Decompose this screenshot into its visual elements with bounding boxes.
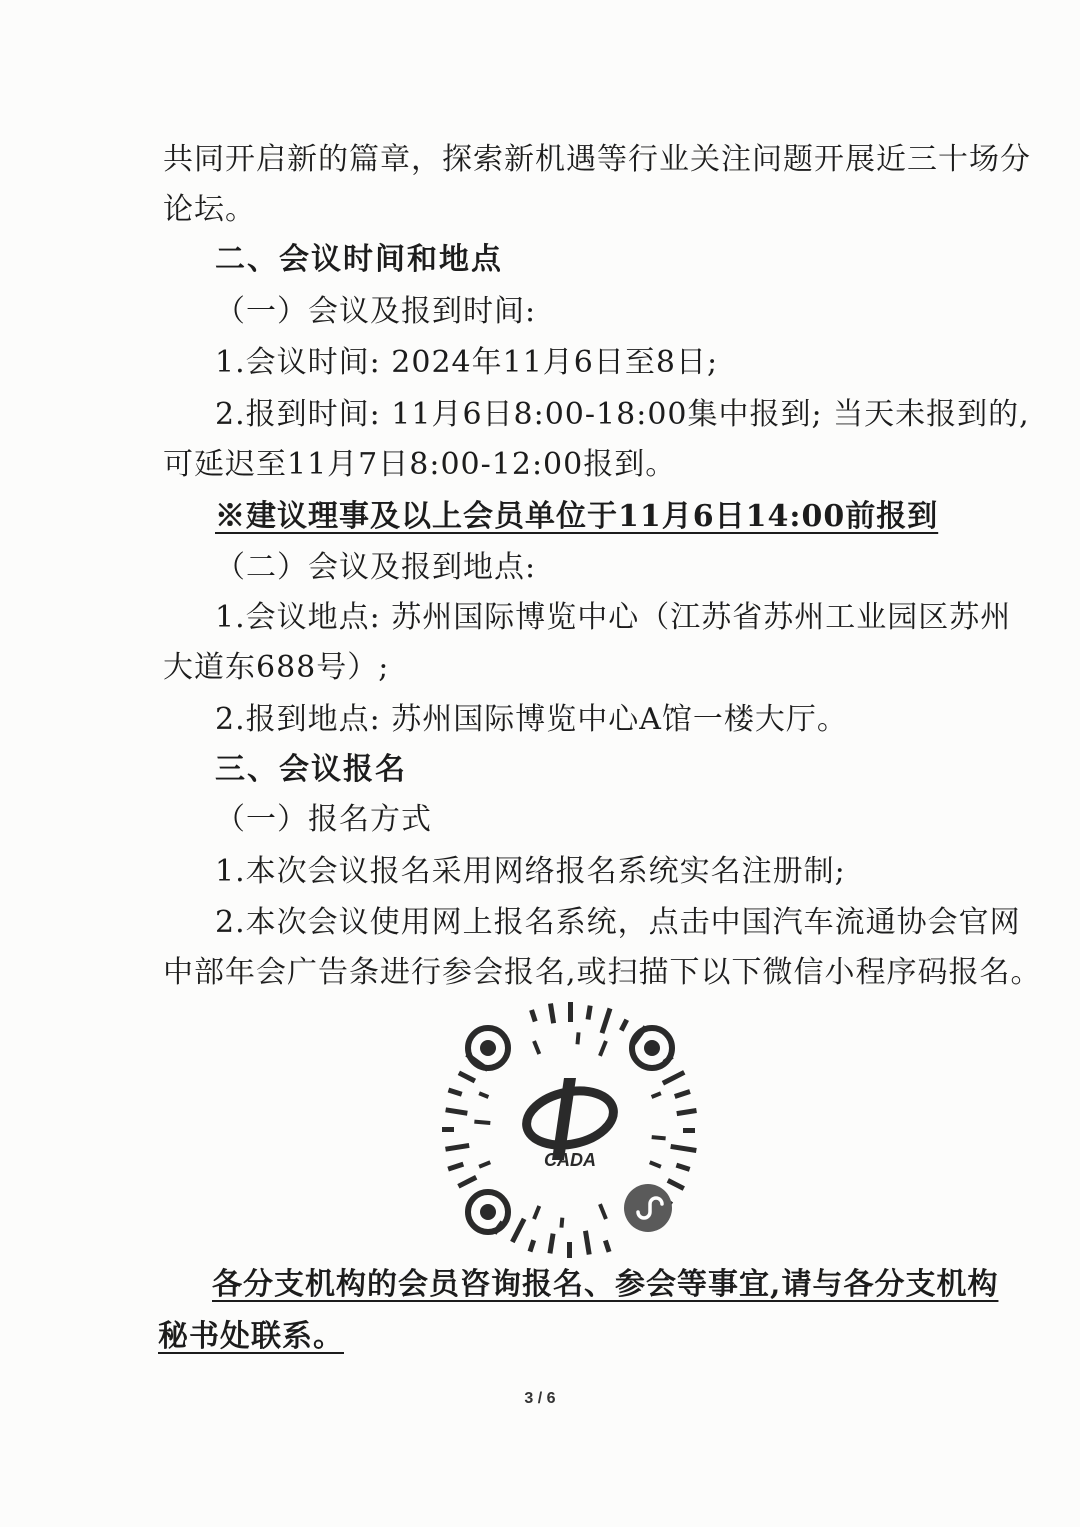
section-2-heading: 二、会议时间和地点 — [215, 242, 503, 277]
registration-method-1: 1.本次会议报名采用网络报名系统实名注册制; — [215, 854, 846, 889]
cada-logo — [514, 1066, 626, 1178]
section-3-sub-1-title: （一）报名方式 — [215, 802, 432, 837]
qr-finder-top-left — [468, 1028, 508, 1068]
qr-finder-top-right — [632, 1028, 672, 1068]
section-2-sub-2-title: （二）会议及报到地点: — [215, 550, 537, 585]
meeting-venue-line-1: 1.会议地点: 苏州国际博览中心（江苏省苏州工业园区苏州 — [215, 600, 1012, 635]
intro-line-2: 论坛。 — [163, 192, 256, 227]
section-2-sub-1-title: （一）会议及报到时间: — [215, 294, 537, 329]
cada-logo-text: CADA — [544, 1150, 596, 1170]
checkin-venue: 2.报到地点: 苏州国际博览中心A馆一楼大厅。 — [215, 702, 848, 737]
meeting-time: 1.会议时间: 2024年11月6日至8日; — [215, 345, 719, 380]
wechat-mini-program-icon — [624, 1184, 672, 1232]
contact-note-line-2: 秘书处联系。 — [158, 1319, 344, 1354]
intro-line-1: 共同开启新的篇章，探索新机遇等行业关注问题开展近三十场分 — [163, 142, 1031, 177]
checkin-time-line-2: 可延迟至11月7日8:00-12:00报到。 — [163, 447, 677, 482]
meeting-venue-line-2: 大道东688号）; — [163, 650, 390, 685]
checkin-recommendation-note: ※建议理事及以上会员单位于11月6日14:00前报到 — [215, 499, 939, 534]
checkin-time-line-1: 2.报到时间: 11月6日8:00-18:00集中报到; 当天未报到的, — [215, 397, 1030, 432]
page-number: 3 / 6 — [524, 1390, 556, 1407]
registration-method-2-line-1: 2.本次会议使用网上报名系统，点击中国汽车流通协会官网 — [215, 905, 1021, 940]
mini-program-qr-code[interactable] — [440, 1000, 700, 1260]
section-3-heading: 三、会议报名 — [215, 752, 407, 787]
contact-note-line-1: 各分支机构的会员咨询报名、参会等事宜,请与各分支机构 — [212, 1267, 999, 1302]
registration-method-2-line-2: 中部年会广告条进行参会报名,或扫描下以下微信小程序码报名。 — [163, 955, 1042, 990]
qr-finder-bottom-left — [468, 1192, 508, 1232]
